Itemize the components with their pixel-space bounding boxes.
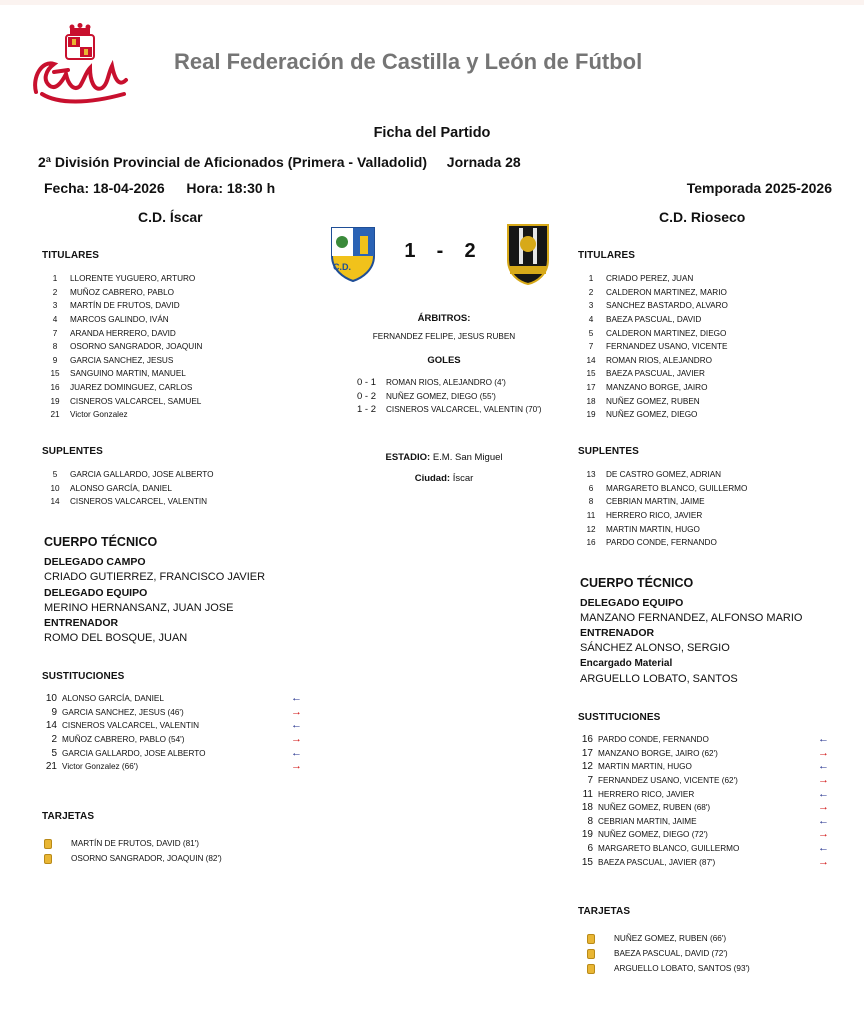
player-number: 16 <box>586 538 596 548</box>
sub-player-number: 6 <box>587 843 593 855</box>
logo-script-mark <box>35 63 126 101</box>
player-name: CISNEROS VALCARCEL, VALENTIN <box>70 497 208 507</box>
sub-player-name: HERRERO RICO, JAVIER <box>598 789 695 799</box>
away-staff-name-1: MANZANO FERNANDEZ, ALFONSO MARIO <box>580 612 803 624</box>
player-row <box>576 354 728 368</box>
player-number: 14 <box>50 497 60 507</box>
player-row <box>576 340 728 354</box>
player-row <box>576 272 728 286</box>
player-name: SANCHEZ BASTARDO, ALVARO <box>606 301 728 311</box>
sub-player-number: 8 <box>587 815 593 827</box>
home-suplentes-heading: SUPLENTES <box>42 446 103 457</box>
goal-row <box>357 376 542 390</box>
substitution-row <box>572 815 834 829</box>
player-row <box>40 381 202 395</box>
player-name: MARGARETO BLANCO, GUILLERMO <box>606 483 748 493</box>
home-crest-text: C.D. <box>333 262 351 272</box>
home-titulares-heading: TITULARES <box>42 250 100 261</box>
player-row <box>576 509 747 523</box>
player-row <box>576 381 728 395</box>
card-player-name: OSORNO SANGRADOR, JOAQUIN (82') <box>71 854 222 863</box>
sub-player-number: 18 <box>581 802 593 814</box>
player-row <box>40 272 202 286</box>
away-staff-name-2: SÁNCHEZ ALONSO, SERGIO <box>580 642 730 654</box>
sub-player-name: MANZANO BORGE, JAIRO (62') <box>598 748 718 758</box>
goal-scorer: NUÑEZ GOMEZ, DIEGO (55') <box>386 391 496 401</box>
home-titulares-list <box>40 272 202 422</box>
federation-logo <box>28 22 132 106</box>
player-number: 9 <box>52 355 58 365</box>
player-number: 15 <box>50 369 60 379</box>
card-player-name: MARTÍN DE FRUTOS, DAVID (81') <box>71 839 200 848</box>
arrow-right-icon: → <box>291 760 302 773</box>
player-row <box>40 313 202 327</box>
season-label: Temporada 2025-2026 <box>686 180 832 196</box>
away-team-name: C.D. Rioseco <box>659 209 746 225</box>
goal-row <box>357 390 542 404</box>
away-cards-list <box>587 931 750 976</box>
player-row <box>40 394 202 408</box>
home-team-crest <box>330 226 376 282</box>
player-name: MANZANO BORGE, JAIRO <box>606 383 708 393</box>
round-label: Jornada 28 <box>446 154 521 170</box>
card-row <box>44 836 222 851</box>
player-name: OSORNO SANGRADOR, JOAQUIN <box>70 342 203 352</box>
sub-player-number: 9 <box>51 706 57 718</box>
player-row <box>576 367 728 381</box>
date-label: Fecha: <box>44 180 90 196</box>
sub-player-number: 17 <box>581 747 593 759</box>
player-row <box>576 522 747 536</box>
top-border <box>0 0 864 5</box>
player-number: 17 <box>586 383 596 393</box>
home-cards-heading: TARJETAS <box>42 811 95 822</box>
player-row <box>576 286 728 300</box>
player-row <box>576 482 747 496</box>
player-row <box>576 299 728 313</box>
sub-player-name: GARCIA SANCHEZ, JESUS (46') <box>62 707 184 717</box>
sub-player-name: MARTIN MARTIN, HUGO <box>598 762 692 772</box>
goal-score: 0 - 2 <box>357 390 377 402</box>
player-row <box>40 495 213 509</box>
away-staff-role-2: ENTRENADOR <box>580 627 655 639</box>
away-score: 2 <box>464 240 476 262</box>
home-staff-name-1: CRIADO GUTIERREZ, FRANCISCO JAVIER <box>44 571 266 583</box>
referee-name: FERNANDEZ FELIPE, JESUS RUBEN <box>372 332 516 341</box>
arrow-right-icon: → <box>818 746 829 759</box>
player-number: 13 <box>586 470 596 480</box>
player-row <box>40 354 202 368</box>
player-name: ROMAN RIOS, ALEJANDRO <box>606 355 713 365</box>
card-player-name: BAEZA PASCUAL, DAVID (72') <box>614 949 728 958</box>
player-name: MARCOS GALINDO, IVÁN <box>70 315 169 325</box>
away-team-crest <box>505 222 551 286</box>
referees-heading: ÁRBITROS: <box>417 313 471 324</box>
card-row <box>44 851 222 866</box>
arrow-left-icon: ← <box>291 746 302 759</box>
away-suplentes-list <box>576 468 747 550</box>
stadium-name: E.M. San Miguel <box>432 452 503 463</box>
player-number: 21 <box>50 410 60 420</box>
arrow-right-icon: → <box>818 828 829 841</box>
sub-player-name: Victor Gonzalez (66') <box>62 762 139 772</box>
away-staff-role-1: DELEGADO EQUIPO <box>580 597 684 609</box>
player-number: 11 <box>586 511 596 521</box>
sub-player-name: NUÑEZ GOMEZ, DIEGO (72') <box>598 830 708 840</box>
card-player-name: NUÑEZ GOMEZ, RUBEN (66') <box>614 934 727 943</box>
player-number: 2 <box>588 287 594 297</box>
scoreboard <box>400 240 480 263</box>
away-cards-heading: TARJETAS <box>578 906 631 917</box>
substitution-row <box>572 733 834 747</box>
substitution-row <box>36 692 306 706</box>
player-row <box>40 299 202 313</box>
player-number: 2 <box>52 287 58 297</box>
player-row <box>576 495 747 509</box>
sub-player-number: 5 <box>51 747 57 759</box>
player-row <box>576 313 728 327</box>
arrow-right-icon: → <box>291 705 302 718</box>
substitution-row <box>36 706 306 720</box>
player-number: 5 <box>52 470 58 480</box>
player-name: PARDO CONDE, FERNANDO <box>606 538 717 548</box>
player-name: CALDERON MARTINEZ, DIEGO <box>606 328 727 338</box>
home-suplentes-list <box>40 468 213 509</box>
player-name: CRIADO PEREZ, JUAN <box>606 274 694 284</box>
card-row <box>587 931 750 946</box>
sub-player-number: 11 <box>582 788 593 800</box>
player-name: LLORENTE YUGUERO, ARTURO <box>70 274 196 284</box>
goal-row <box>357 403 542 417</box>
away-subs-list <box>572 733 834 869</box>
sub-player-name: NUÑEZ GOMEZ, RUBEN (68') <box>598 803 711 813</box>
arrow-left-icon: ← <box>818 733 829 746</box>
player-name: FERNANDEZ USANO, VICENTE <box>606 342 728 352</box>
arrow-left-icon: ← <box>818 814 829 827</box>
city-label: Ciudad: <box>414 473 451 484</box>
player-number: 16 <box>50 383 60 393</box>
date-time-line <box>44 180 275 196</box>
player-number: 3 <box>588 301 594 311</box>
match-date: 18-04-2026 <box>93 180 165 196</box>
sub-player-number: 19 <box>581 829 593 841</box>
yellow-card-icon <box>44 839 52 849</box>
sub-player-name: FERNANDEZ USANO, VICENTE (62') <box>598 776 738 786</box>
player-number: 3 <box>52 301 58 311</box>
home-cards-list <box>44 836 222 866</box>
player-name: CISNEROS VALCARCEL, SAMUEL <box>70 396 202 406</box>
time-label: Hora: <box>186 180 223 196</box>
substitution-row <box>572 801 834 815</box>
player-row <box>576 468 747 482</box>
goals-heading: GOLES <box>427 355 461 366</box>
home-subs-heading: SUSTITUCIONES <box>42 671 125 682</box>
goal-score: 1 - 2 <box>357 404 377 416</box>
city-line <box>344 473 544 484</box>
crown-icon <box>66 23 94 59</box>
arrow-right-icon: → <box>291 733 302 746</box>
yellow-card-icon <box>587 949 595 959</box>
arrow-right-icon: → <box>818 855 829 868</box>
player-number: 15 <box>586 369 596 379</box>
player-row <box>40 482 213 496</box>
yellow-card-icon <box>587 964 595 974</box>
substitution-row <box>572 842 834 856</box>
player-number: 4 <box>588 315 594 325</box>
substitution-row <box>572 760 834 774</box>
city-name: Íscar <box>452 473 474 484</box>
player-number: 8 <box>588 497 594 507</box>
competition-name: 2ª División Provincial de Aficionados (Primera - Valladolid) <box>38 154 427 170</box>
away-titulares-heading: TITULARES <box>578 250 636 261</box>
away-subs-heading: SUSTITUCIONES <box>578 712 661 723</box>
home-staff-role-2: DELEGADO EQUIPO <box>44 587 148 599</box>
player-number: 8 <box>52 342 58 352</box>
player-name: JUAREZ DOMINGUEZ, CARLOS <box>70 383 193 393</box>
player-row <box>40 408 202 422</box>
player-name: MARTIN MARTIN, HUGO <box>606 524 700 534</box>
away-titulares-list <box>576 272 728 422</box>
home-staff-role-1: DELEGADO CAMPO <box>44 556 146 568</box>
player-name: BAEZA PASCUAL, JAVIER <box>606 369 705 379</box>
player-number: 12 <box>586 524 596 534</box>
sub-player-name: CEBRIAN MARTIN, JAIME <box>598 816 697 826</box>
substitution-row <box>36 760 306 774</box>
sub-player-name: MUÑOZ CABRERO, PABLO (54') <box>62 735 185 745</box>
goals-list <box>357 376 542 417</box>
player-number: 14 <box>586 355 596 365</box>
player-row <box>40 326 202 340</box>
card-row <box>587 961 750 976</box>
player-row <box>40 367 202 381</box>
away-staff-role-3: Encargado Material <box>580 658 673 669</box>
arrow-right-icon: → <box>818 774 829 787</box>
sub-player-number: 7 <box>587 775 593 787</box>
goal-scorer: CISNEROS VALCARCEL, VALENTIN (70') <box>386 405 542 415</box>
away-staff-heading: CUERPO TÉCNICO <box>580 576 694 590</box>
score-separator: - <box>436 240 444 262</box>
player-name: ARANDA HERRERO, DAVID <box>70 328 176 338</box>
player-number: 19 <box>50 396 60 406</box>
player-row <box>576 326 728 340</box>
player-number: 19 <box>586 410 596 420</box>
sub-player-name: BAEZA PASCUAL, JAVIER (87') <box>598 857 716 867</box>
home-staff-role-3: ENTRENADOR <box>44 617 119 629</box>
player-row <box>576 408 728 422</box>
substitution-row <box>36 719 306 733</box>
substitution-row <box>36 733 306 747</box>
player-name: CALDERON MARTINEZ, MARIO <box>606 287 727 297</box>
sub-player-number: 21 <box>45 761 57 773</box>
player-name: GARCIA SANCHEZ, JESUS <box>70 355 174 365</box>
player-name: SANGUINO MARTIN, MANUEL <box>70 369 186 379</box>
substitution-row <box>572 828 834 842</box>
yellow-card-icon <box>587 934 595 944</box>
substitution-row <box>572 787 834 801</box>
stadium-line <box>344 452 544 463</box>
player-number: 10 <box>50 483 60 493</box>
away-staff-name-3: ARGUELLO LOBATO, SANTOS <box>580 673 738 685</box>
home-subs-list <box>36 692 306 774</box>
home-staff-heading: CUERPO TÉCNICO <box>44 535 158 549</box>
player-row <box>576 394 728 408</box>
player-name: Victor Gonzalez <box>70 410 128 420</box>
sub-player-number: 2 <box>51 734 57 746</box>
player-row <box>40 468 213 482</box>
substitution-row <box>572 747 834 761</box>
goal-scorer: ROMAN RIOS, ALEJANDRO (4') <box>386 378 506 388</box>
goal-score: 0 - 1 <box>357 377 377 389</box>
sub-player-name: PARDO CONDE, FERNANDO <box>598 735 709 745</box>
federation-title: Real Federación de Castilla y León de Fútbol <box>174 49 643 74</box>
player-name: BAEZA PASCUAL, DAVID <box>606 315 702 325</box>
arrow-right-icon: → <box>818 801 829 814</box>
player-name: NUÑEZ GOMEZ, RUBEN <box>606 396 700 406</box>
player-name: MARTÍN DE FRUTOS, DAVID <box>70 301 180 311</box>
card-player-name: ARGUELLO LOBATO, SANTOS (93') <box>614 964 750 973</box>
home-score: 1 <box>404 240 416 262</box>
player-name: MUÑOZ CABRERO, PABLO <box>70 287 175 297</box>
player-name: HERRERO RICO, JAVIER <box>606 511 703 521</box>
home-team-name: C.D. Íscar <box>138 209 203 225</box>
player-name: GARCIA GALLARDO, JOSE ALBERTO <box>70 470 214 480</box>
sub-player-number: 12 <box>581 761 593 773</box>
player-number: 18 <box>586 396 596 406</box>
sub-player-number: 15 <box>581 856 593 868</box>
substitution-row <box>36 746 306 760</box>
player-number: 7 <box>52 328 58 338</box>
player-number: 7 <box>588 342 594 352</box>
player-number: 6 <box>588 483 594 493</box>
arrow-left-icon: ← <box>818 760 829 773</box>
match-time: 18:30 h <box>226 180 276 196</box>
yellow-card-icon <box>44 854 52 864</box>
player-name: CEBRIAN MARTIN, JAIME <box>606 497 705 507</box>
player-number: 1 <box>52 274 58 284</box>
sub-player-number: 16 <box>581 734 593 746</box>
player-row <box>40 340 202 354</box>
player-number: 4 <box>52 315 58 325</box>
sheet-title: Ficha del Partido <box>373 125 491 141</box>
home-staff-name-3: ROMO DEL BOSQUE, JUAN <box>44 632 188 644</box>
arrow-left-icon: ← <box>818 787 829 800</box>
player-name: NUÑEZ GOMEZ, DIEGO <box>606 410 698 420</box>
player-number: 5 <box>588 328 594 338</box>
arrow-left-icon: ← <box>291 692 302 705</box>
competition-line <box>38 154 521 170</box>
home-staff-name-2: MERINO HERNANSANZ, JUAN JOSE <box>44 602 234 614</box>
sub-player-name: GARCIA GALLARDO, JOSE ALBERTO <box>62 748 206 758</box>
player-number: 1 <box>588 274 594 284</box>
sub-player-number: 14 <box>45 720 57 732</box>
sub-player-name: CISNEROS VALCARCEL, VALENTIN <box>62 721 200 731</box>
sub-player-number: 10 <box>45 693 57 705</box>
player-row <box>576 536 747 550</box>
arrow-left-icon: ← <box>818 842 829 855</box>
player-name: ALONSO GARCÍA, DANIEL <box>70 483 172 493</box>
away-suplentes-heading: SUPLENTES <box>578 446 639 457</box>
sub-player-name: ALONSO GARCÍA, DANIEL <box>62 694 164 704</box>
player-row <box>40 286 202 300</box>
sub-player-name: MARGARETO BLANCO, GUILLERMO <box>598 844 740 854</box>
arrow-left-icon: ← <box>291 719 302 732</box>
player-name: DE CASTRO GOMEZ, ADRIAN <box>606 470 722 480</box>
card-row <box>587 946 750 961</box>
stadium-label: ESTADIO: <box>385 452 431 463</box>
substitution-row <box>572 855 834 869</box>
substitution-row <box>572 774 834 788</box>
